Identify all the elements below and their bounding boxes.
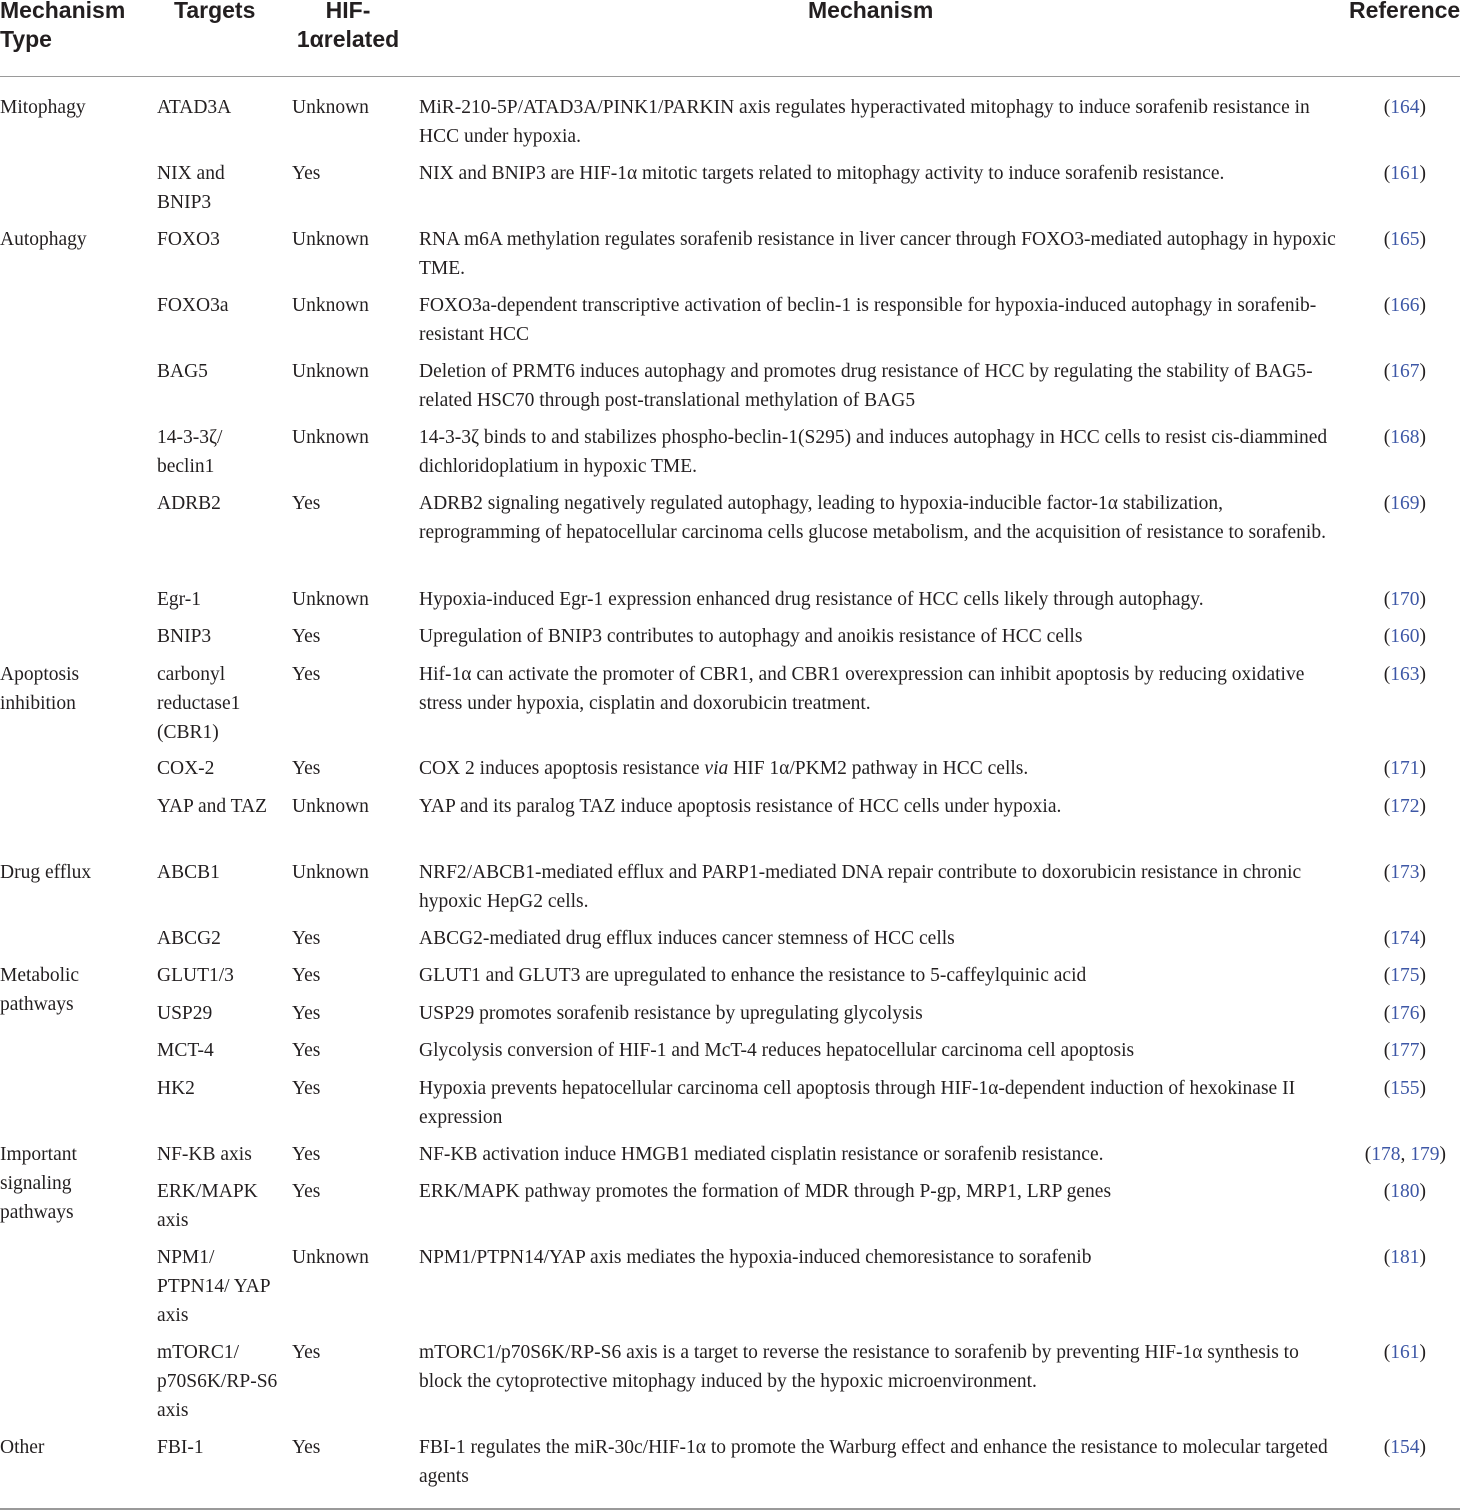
mechanism-cell: NF-KB activation induce HMGB1 mediated cisplatin resistance or sorafenib resistance. bbox=[419, 1144, 1104, 1165]
target-cell: NPM1/ PTPN14/ YAP axis bbox=[157, 1247, 270, 1326]
reference-cell: (172) bbox=[1383, 796, 1426, 817]
reference-cell: (168) bbox=[1383, 427, 1426, 448]
reference-cell: (161) bbox=[1383, 1342, 1426, 1363]
reference-link[interactable]: 161 bbox=[1390, 1342, 1420, 1363]
hif-related-cell: Yes bbox=[292, 1437, 321, 1458]
header-hif-related: HIF-1αrelated bbox=[296, 0, 400, 52]
mechanism-cell: FBI-1 regulates the miR-30c/HIF-1α to promote the Warburg effect and enhance the resistance to molecular targeted agents bbox=[419, 1437, 1328, 1487]
reference-link[interactable]: 174 bbox=[1390, 928, 1420, 949]
reference-cell: (169) bbox=[1383, 493, 1426, 514]
target-cell: 14-3-3ζ/ beclin1 bbox=[157, 427, 223, 477]
mechanism-cell: USP29 promotes sorafenib resistance by upregulating glycolysis bbox=[419, 1003, 923, 1024]
mechanism-cell: NIX and BNIP3 are HIF-1α mitotic targets related to mitophagy activity to induce sorafenib resistance. bbox=[419, 163, 1225, 184]
mechanism-cell: MiR-210-5P/ATAD3A/PINK1/PARKIN axis regulates hyperactivated mitophagy to induce sorafenib resistance in HCC under hypoxia. bbox=[419, 97, 1310, 147]
reference-cell: (175) bbox=[1383, 965, 1426, 986]
hif-related-cell: Yes bbox=[292, 758, 321, 779]
header-mechanism-type: Mechanism Type bbox=[0, 0, 126, 52]
target-cell: ERK/MAPK axis bbox=[157, 1181, 258, 1231]
target-cell: YAP and TAZ bbox=[157, 796, 268, 817]
mechanism-cell: ABCG2-mediated drug efflux induces cancer stemness of HCC cells bbox=[419, 928, 955, 949]
mechanism-cell bbox=[419, 754, 1344, 783]
reference-link[interactable]: 169 bbox=[1390, 493, 1420, 514]
hif-related-cell: Yes bbox=[292, 1342, 321, 1363]
mechanism-cell: GLUT1 and GLUT3 are upregulated to enhance the resistance to 5-caffeylquinic acid bbox=[419, 965, 1087, 986]
reference-link[interactable]: 173 bbox=[1390, 862, 1420, 883]
mechanism-cell: Glycolysis conversion of HIF-1 and McT-4 reduces hepatocellular carcinoma cell apoptosis bbox=[419, 1040, 1135, 1061]
reference-link[interactable]: 178 bbox=[1371, 1144, 1401, 1165]
target-cell: FOXO3a bbox=[157, 295, 229, 316]
target-cell: ADRB2 bbox=[157, 493, 221, 514]
reference-cell: (163) bbox=[1383, 664, 1426, 685]
header-reference: Reference bbox=[1349, 0, 1460, 23]
hif-related-cell: Yes bbox=[292, 1181, 321, 1202]
mechanism-italic-text: via bbox=[704, 758, 729, 779]
hif-related-cell: Unknown bbox=[292, 361, 369, 382]
mechanism-cell: NPM1/PTPN14/YAP axis mediates the hypoxia-induced chemoresistance to sorafenib bbox=[419, 1247, 1092, 1268]
reference-cell: (176) bbox=[1383, 1003, 1426, 1024]
reference-cell: (155) bbox=[1383, 1078, 1426, 1099]
hif-related-cell: Yes bbox=[292, 664, 321, 685]
reference-cell: (160) bbox=[1383, 626, 1426, 647]
reference-link[interactable]: 175 bbox=[1390, 965, 1420, 986]
reference-link[interactable]: 163 bbox=[1390, 664, 1420, 685]
mechanism-type-cell: Drug efflux bbox=[0, 862, 92, 883]
hif-related-cell: Yes bbox=[292, 1040, 321, 1061]
mechanism-cell: Hif-1α can activate the promoter of CBR1, and CBR1 overexpression can inhibit apoptosis by reducing oxidative stress under hypoxia, cisplatin and doxorubicin treatment. bbox=[419, 664, 1305, 714]
target-cell: MCT-4 bbox=[157, 1040, 214, 1061]
mechanism-cell: RNA m6A methylation regulates sorafenib resistance in liver cancer through FOXO3-mediated autophagy in hypoxic TME. bbox=[419, 229, 1336, 279]
reference-link[interactable]: 168 bbox=[1390, 427, 1420, 448]
reference-link[interactable]: 176 bbox=[1390, 1003, 1420, 1024]
reference-link[interactable]: 167 bbox=[1390, 361, 1420, 382]
mechanism-cell: Upregulation of BNIP3 contributes to autophagy and anoikis resistance of HCC cells bbox=[419, 626, 1083, 647]
mechanism-cell: YAP and its paralog TAZ induce apoptosis resistance of HCC cells under hypoxia. bbox=[419, 796, 1062, 817]
reference-link[interactable]: 172 bbox=[1390, 796, 1420, 817]
target-cell: BNIP3 bbox=[157, 626, 212, 647]
mechanism-cell: ADRB2 signaling negatively regulated autophagy, leading to hypoxia-inducible factor-1α stabilization, reprogramming of hepatocellular carcinoma cells glucose metabolism, and the acquisition of resistance to sorafenib. bbox=[419, 493, 1326, 543]
target-cell: Egr-1 bbox=[157, 589, 202, 610]
reference-link[interactable]: 180 bbox=[1390, 1181, 1420, 1202]
reference-link[interactable]: 181 bbox=[1390, 1247, 1420, 1268]
target-cell: NF-KB axis bbox=[157, 1144, 252, 1165]
mechanism-text: COX 2 induces apoptosis resistance bbox=[419, 758, 705, 779]
target-cell: FBI-1 bbox=[157, 1437, 204, 1458]
hif-related-cell: Yes bbox=[292, 965, 321, 986]
mechanism-cell: NRF2/ABCB1-mediated efflux and PARP1-mediated DNA repair contribute to doxorubicin resistance in chronic hypoxic HepG2 cells. bbox=[419, 862, 1302, 912]
table-header bbox=[0, 0, 1460, 76]
hif-related-cell: Yes bbox=[292, 626, 321, 647]
mechanism-cell: 14-3-3ζ binds to and stabilizes phospho-beclin-1(S295) and induces autophagy in HCC cells to resist cis-diammined dichloridoplatium in hypoxic TME. bbox=[419, 427, 1328, 477]
mechanism-type-cell: Autophagy bbox=[0, 229, 87, 250]
reference-cell: (177) bbox=[1383, 1040, 1426, 1061]
target-cell: USP29 bbox=[157, 1003, 213, 1024]
reference-cell: (164) bbox=[1383, 97, 1426, 118]
header-targets: Targets bbox=[174, 0, 256, 23]
hif-related-cell: Yes bbox=[292, 1078, 321, 1099]
mechanism-text: HIF 1α/PKM2 pathway in HCC cells. bbox=[728, 758, 1029, 779]
reference-cell: (180) bbox=[1383, 1181, 1426, 1202]
hif-related-cell: Unknown bbox=[292, 229, 369, 250]
reference-link[interactable]: 155 bbox=[1390, 1078, 1420, 1099]
hif-related-cell: Unknown bbox=[292, 796, 369, 817]
mechanism-type-cell: Metabolic pathways bbox=[0, 965, 80, 1015]
hif-related-cell: Yes bbox=[292, 163, 321, 184]
hif-related-cell: Unknown bbox=[292, 862, 369, 883]
reference-cell: (173) bbox=[1383, 862, 1426, 883]
reference-link[interactable]: 170 bbox=[1390, 589, 1420, 610]
hif-related-cell: Unknown bbox=[292, 589, 369, 610]
hif-related-cell: Unknown bbox=[292, 295, 369, 316]
mechanism-cell: Hypoxia-induced Egr-1 expression enhanced drug resistance of HCC cells likely through autophagy. bbox=[419, 589, 1204, 610]
hif-related-cell: Unknown bbox=[292, 97, 369, 118]
mechanism-type-cell: Mitophagy bbox=[0, 97, 86, 118]
reference-cell: (154) bbox=[1383, 1437, 1426, 1458]
reference-cell: (167) bbox=[1383, 361, 1426, 382]
mechanism-cell: mTORC1/p70S6K/RP-S6 axis is a target to reverse the resistance to sorafenib by preventing HIF-1α synthesis to block the cytoprotective mitophagy induced by the hypoxic microenvironment. bbox=[419, 1342, 1299, 1392]
reference-link[interactable]: 171 bbox=[1390, 758, 1420, 779]
reference-cell: (178, 179) bbox=[1364, 1144, 1446, 1165]
mechanism-cell: ERK/MAPK pathway promotes the formation of MDR through P-gp, MRP1, LRP genes bbox=[419, 1181, 1112, 1202]
target-cell: carbonyl reductase1 (CBR1) bbox=[157, 664, 241, 743]
mechanism-cell: FOXO3a-dependent transcriptive activation of beclin-1 is responsible for hypoxia-induced autophagy in sorafenib-resistant HCC bbox=[419, 295, 1317, 345]
reference-link[interactable]: 166 bbox=[1390, 295, 1420, 316]
reference-cell: (170) bbox=[1383, 589, 1426, 610]
target-cell: COX-2 bbox=[157, 758, 215, 779]
header-mechanism: Mechanism bbox=[808, 0, 934, 23]
reference-cell: (171) bbox=[1383, 758, 1426, 779]
target-cell: BAG5 bbox=[157, 361, 208, 382]
hif-related-cell: Unknown bbox=[292, 1247, 369, 1268]
target-cell: ABCB1 bbox=[157, 862, 220, 883]
reference-cell: (166) bbox=[1383, 295, 1426, 316]
target-cell: mTORC1/ p70S6K/RP-S6 axis bbox=[157, 1342, 278, 1421]
reference-link[interactable]: 161 bbox=[1390, 163, 1420, 184]
mechanism-type-cell: Other bbox=[0, 1437, 45, 1458]
hif-related-cell: Yes bbox=[292, 493, 321, 514]
table-bottom-rule bbox=[0, 1508, 1460, 1510]
reference-cell: (181) bbox=[1383, 1247, 1426, 1268]
hif-related-cell: Yes bbox=[292, 928, 321, 949]
reference-cell: (174) bbox=[1383, 928, 1426, 949]
reference-cell: (161) bbox=[1383, 163, 1426, 184]
hif-related-cell: Unknown bbox=[292, 427, 369, 448]
reference-link[interactable]: 165 bbox=[1390, 229, 1420, 250]
reference-link[interactable]: 177 bbox=[1390, 1040, 1420, 1061]
mechanism-type-cell: Apoptosis inhibition bbox=[0, 664, 80, 714]
target-cell: HK2 bbox=[157, 1078, 195, 1099]
reference-link[interactable]: 179 bbox=[1410, 1144, 1440, 1165]
mechanism-type-cell: Important signaling pathways bbox=[0, 1144, 77, 1223]
mechanism-cell: Hypoxia prevents hepatocellular carcinoma cell apoptosis through HIF-1α-dependent induction of hexokinase II expression bbox=[419, 1078, 1296, 1128]
reference-link[interactable]: 160 bbox=[1390, 626, 1420, 647]
target-cell: ATAD3A bbox=[157, 97, 232, 118]
target-cell: GLUT1/3 bbox=[157, 965, 234, 986]
target-cell: FOXO3 bbox=[157, 229, 220, 250]
target-cell: NIX and BNIP3 bbox=[157, 163, 225, 213]
reference-link[interactable]: 154 bbox=[1390, 1437, 1420, 1458]
header-rule bbox=[0, 76, 1460, 77]
mechanism-cell: Deletion of PRMT6 induces autophagy and promotes drug resistance of HCC by regulating the stability of BAG5-related HSC70 through post-translational methylation of BAG5 bbox=[419, 361, 1313, 411]
reference-cell: (165) bbox=[1383, 229, 1426, 250]
hif-related-cell: Yes bbox=[292, 1144, 321, 1165]
hif-related-cell: Yes bbox=[292, 1003, 321, 1024]
target-cell: ABCG2 bbox=[157, 928, 221, 949]
reference-link[interactable]: 164 bbox=[1390, 97, 1420, 118]
